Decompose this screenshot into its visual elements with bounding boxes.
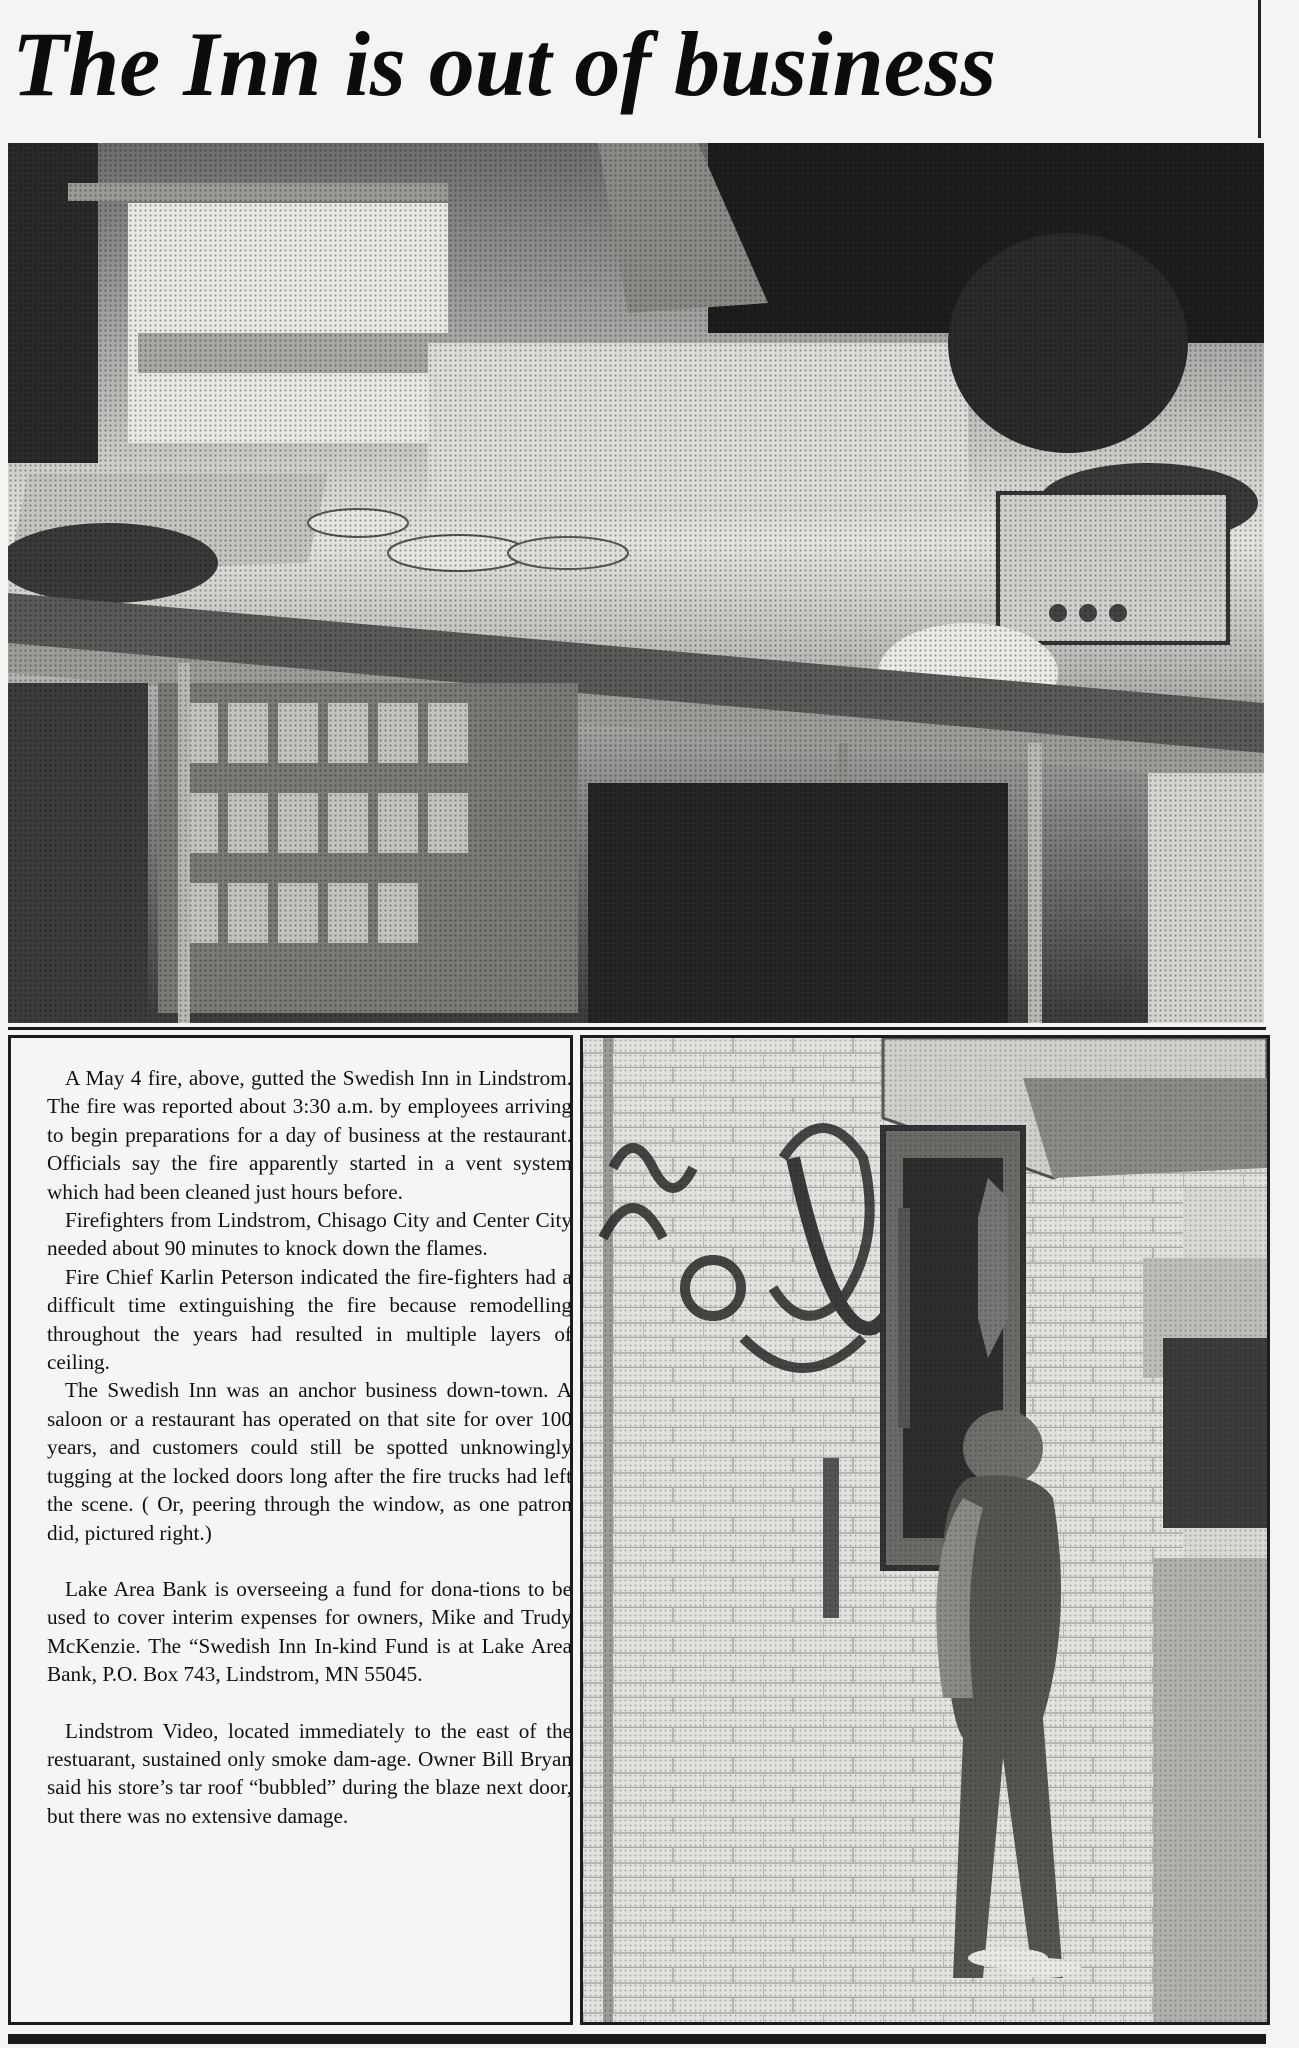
burned-kitchen-photo-icon [8,143,1264,1023]
paragraph-4: The Swedish Inn was an anchor business down-town. A saloon or a restaurant has operated on that site for over 100 years, and customers could still be spotted unknowingly tugging at the locked doors long after the fire trucks had left the scene. ( Or, peering through the window, as one patron did, pictured right.) [47,1378,572,1545]
fire-photo [8,143,1264,1023]
paragraph-3: Fire Chief Karlin Peterson indicated the fire-fighters had a difficult time extinguishing the fire because remodelling throughout the years had resulted in multiple layers of ceiling. [47,1264,572,1375]
divider-rule [8,1027,1266,1030]
paragraph-5: Lake Area Bank is overseeing a fund for dona-tions to be used to cover interim expenses for owners, Mike and Trudy McKenzie. The “Swedish Inn In-kind Fund is at Lake Area Bank, P.O. Box 743, Lindstrom, MN 55045. [47,1576,572,1687]
article-body [47,1064,572,1830]
headline: The Inn is out of business [12,13,997,115]
paragraph-6: Lindstrom Video, located immediately to the east of the restuarant, sustained only smoke dam-age. Owner Bill Bryan said his store’s tar roof “bubbled” during the blaze next door, but there was no extensive damage. [47,1718,572,1828]
article-body-box [8,1035,573,2025]
patron-at-window-photo-icon [583,1038,1267,2022]
headline-box [0,0,1261,138]
bottom-rule [8,2034,1266,2044]
paragraph-2: Firefighters from Lindstrom, Chisago City and Center City needed about 90 minutes to knock down the flames. [47,1208,572,1261]
patron-photo [580,1035,1270,2025]
paragraph-1: A May 4 fire, above, gutted the Swedish Inn in Lindstrom. The fire was reported about 3:30 a.m. by employees arriving to begin preparations for a day of business at the restaurant. Officials say the fire apparently started in a vent system which had been cleaned just hours before. [47,1066,572,1204]
